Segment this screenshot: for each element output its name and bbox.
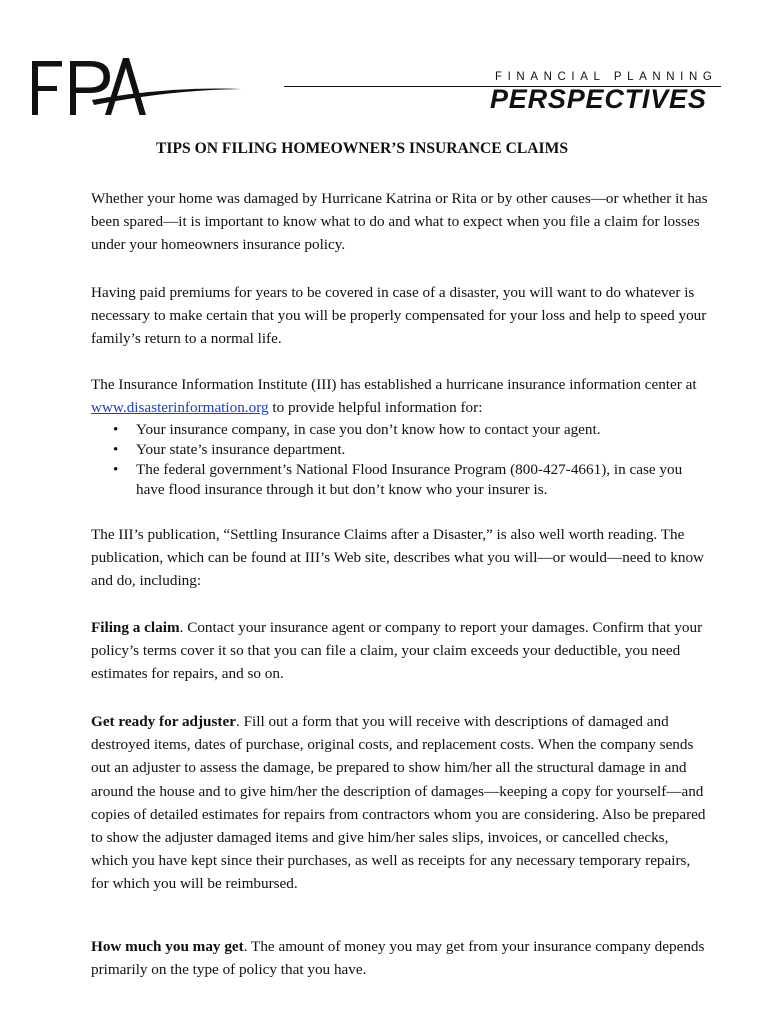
- section-how-much: [91, 935, 709, 981]
- list-item-text: The federal government’s National Flood Insurance Program (800-427-4661), in case you have flood insurance through it but don’t know who your insurer is.: [136, 461, 683, 498]
- list-item: [91, 420, 709, 440]
- paragraph-iii-text-2: to provide helpful information for:: [268, 399, 483, 417]
- article-title: TIPS ON FILING HOMEOWNER’S INSURANCE CLAIMS: [156, 140, 568, 157]
- section-text: . Contact your insurance agent or company to report your damages. Confirm that your policy’s terms cover it so that you can file a claim, your claim exceeds your deductible, you need estimates for repairs, and so on.: [91, 619, 703, 683]
- bullet-icon: •: [113, 441, 119, 458]
- section-text: . Fill out a form that you will receive with descriptions of damaged and destroyed items, dates of purchase, original costs, and replacement costs. When the company sends out an adjuster to assess the damage, be prepared to show him/her all the structural damage in and around the house and to give him/her the description of damages—keeping a copy for yourself—and copies of detailed estimates for repairs from contractors whom you are considering. Also be prepared to show the adjuster damaged items and give him/her sales slips, invoices, or cancelled checks, which you have kept since their purchases, as well as receipts for any necessary temporary repairs, for which you will be reimbursed.: [91, 713, 706, 893]
- section-heading: Get ready for adjuster: [91, 713, 236, 730]
- section-text: . The amount of money you may get from your insurance company depends primarily on the type of policy that you have.: [91, 938, 705, 979]
- list-item: [91, 440, 709, 460]
- section-heading: How much you may get: [91, 938, 244, 955]
- brand-title: PERSPECTIVES: [490, 84, 707, 114]
- fpa-logo: [30, 56, 245, 120]
- brand-subtitle: FINANCIAL PLANNING: [495, 71, 718, 83]
- disasterinformation-link[interactable]: www.disasterinformation.org: [91, 399, 269, 417]
- bullet-icon: •: [113, 421, 119, 438]
- paragraph-iii: [91, 373, 709, 419]
- paragraph-iii-text-1: The Insurance Information Institute (III) has established a hurricane insurance information center at: [91, 376, 697, 393]
- list-item: [91, 460, 709, 500]
- section-heading: Filing a claim: [91, 619, 180, 636]
- paragraph-publication: The III’s publication, “Settling Insurance Claims after a Disaster,” is also well worth reading. The publication, which can be found at III’s Web site, describes what you will—or would—need to know and do, including:: [91, 526, 705, 590]
- bullet-list: [91, 420, 709, 500]
- section-filing-claim: [91, 616, 709, 686]
- fpa-logo-graphic: [30, 56, 245, 120]
- paragraph-premiums: Having paid premiums for years to be covered in case of a disaster, you will want to do whatever is necessary to make certain that you will be properly compensated for your loss and help to speed your family’s return to a normal life.: [91, 284, 707, 348]
- bullet-icon: •: [113, 461, 119, 478]
- paragraph-intro: Whether your home was damaged by Hurricane Katrina or Rita or by other causes—or whether it has been spared—it is important to know what to do and what to expect when you file a claim for losses under your homeowners insurance policy.: [91, 190, 708, 254]
- list-item-text: Your state’s insurance department.: [136, 441, 346, 458]
- section-adjuster: [91, 710, 709, 896]
- list-item-text: Your insurance company, in case you don’t know how to contact your agent.: [136, 421, 601, 438]
